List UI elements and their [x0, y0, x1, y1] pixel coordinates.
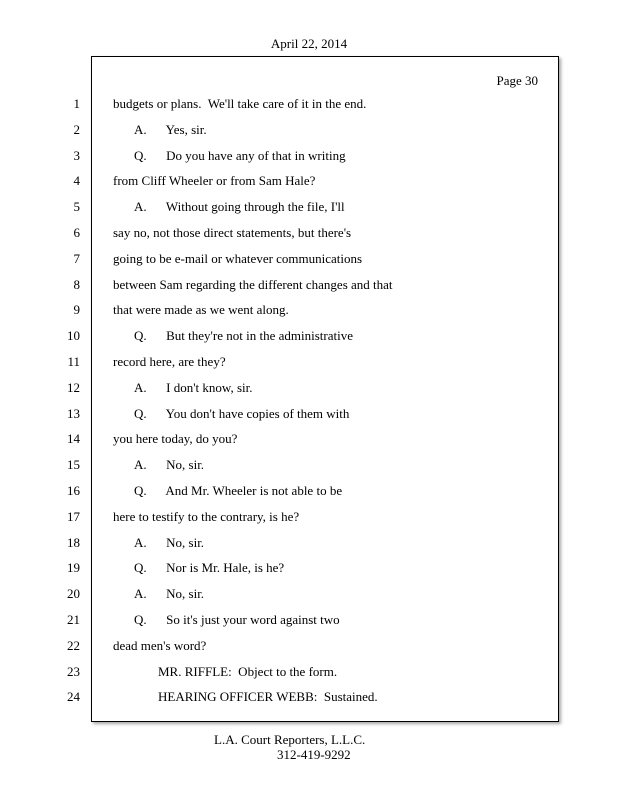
- line-number: 20: [67, 586, 80, 602]
- line-number: 23: [67, 663, 80, 679]
- line-text: HEARING OFFICER WEBB: Sustained.: [158, 689, 378, 705]
- line-text: A. Without going through the file, I'll: [134, 199, 345, 215]
- line-text: between Sam regarding the different changes and that: [113, 276, 393, 292]
- line-number: 7: [73, 250, 80, 266]
- line-number: 14: [67, 431, 80, 447]
- line-number: 16: [67, 483, 80, 498]
- line-text: Q. But they're not in the administrative: [134, 328, 353, 344]
- line-number: 10: [67, 328, 80, 344]
- line-text: Q. Do you have any of that in writing: [134, 147, 346, 163]
- line-number: 15: [67, 457, 80, 473]
- line-text: A. No, sir.: [134, 457, 205, 473]
- line-text: Q. You don't have copies of them with: [134, 405, 350, 421]
- line-number: 8: [73, 276, 80, 292]
- line-text: you here today, do you?: [113, 431, 238, 447]
- line-text: Q. So it's just your word against two: [134, 612, 340, 627]
- line-number: 2: [73, 121, 80, 137]
- line-number: 1: [73, 96, 80, 111]
- line-number: 19: [67, 560, 80, 576]
- line-text: A. I don't know, sir.: [134, 379, 253, 395]
- line-number: 12: [67, 379, 80, 395]
- line-text: A. Yes, sir.: [134, 121, 207, 137]
- header-date: April 22, 2014: [270, 36, 348, 51]
- line-text: from Cliff Wheeler or from Sam Hale?: [113, 173, 316, 189]
- line-text: Q. Nor is Mr. Hale, is he?: [134, 560, 285, 576]
- line-text: dead men's word?: [113, 637, 207, 653]
- line-text: MR. RIFFLE: Object to the form.: [158, 663, 338, 679]
- line-number: 9: [73, 302, 80, 318]
- footer-company: L.A. Court Reporters, L.L.C.: [214, 732, 366, 747]
- line-number: 3: [73, 147, 80, 163]
- line-text: A. No, sir.: [134, 586, 205, 602]
- line-text: Q. And Mr. Wheeler is not able to be: [134, 483, 343, 498]
- line-text: that were made as we went along.: [113, 302, 289, 318]
- line-number: 6: [73, 225, 80, 240]
- line-number: 4: [73, 173, 80, 189]
- line-number: 18: [67, 534, 80, 550]
- line-text: say no, not those direct statements, but there's: [113, 225, 352, 240]
- line-number: 24: [67, 689, 80, 705]
- line-number: 17: [67, 508, 80, 524]
- line-text: here to testify to the contrary, is he?: [113, 508, 300, 524]
- line-number: 13: [67, 405, 80, 421]
- footer-phone: 312-419-9292: [277, 747, 351, 762]
- line-text: A. No, sir.: [134, 534, 205, 550]
- line-number: 5: [73, 199, 80, 215]
- page-number: Page 30: [496, 73, 538, 88]
- line-text: record here, are they?: [113, 354, 226, 369]
- line-number: 11: [67, 354, 80, 369]
- line-number: 22: [67, 637, 80, 653]
- line-text: budgets or plans. We'll take care of it in the end.: [113, 96, 367, 111]
- line-text: going to be e-mail or whatever communications: [113, 250, 363, 266]
- line-number: 21: [67, 612, 80, 627]
